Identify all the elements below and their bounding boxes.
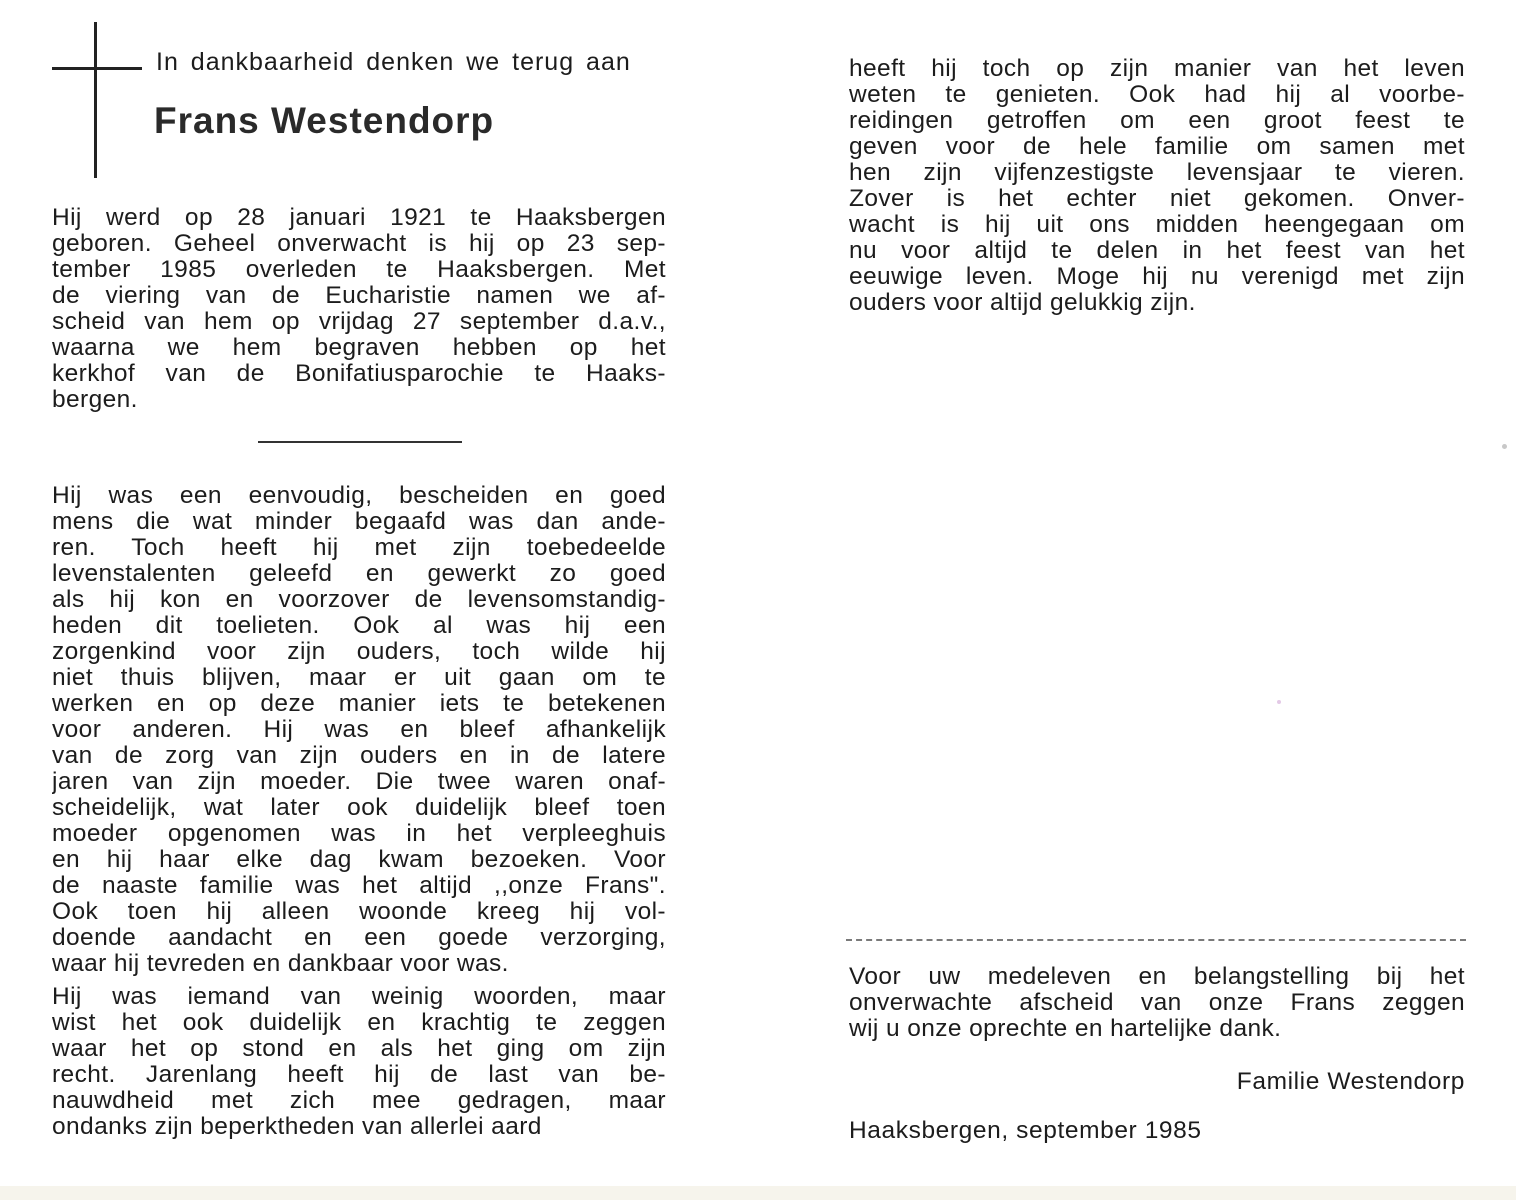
character-paragraph	[52, 483, 666, 977]
text-line: en hij haar elke dag kwam bezoeken. Voor	[52, 847, 666, 873]
text-line: waar hij tevreden en dankbaar voor was.	[52, 951, 509, 977]
text-line: Zover is het echter niet gekomen. Onver-	[849, 186, 1465, 212]
text-line: nu voor altijd te delen in het feest van het	[849, 238, 1465, 264]
deceased-name: Frans Westendorp	[154, 100, 495, 141]
text-line: werken en op deze manier iets te betekenen	[52, 691, 666, 717]
text-line: Ook toen hij alleen woonde kreeg hij vol-	[52, 899, 666, 925]
text-line: de naaste familie was het altijd ,,onze Frans".	[52, 873, 666, 899]
text-line: wacht is hij uit ons midden heengegaan om	[849, 212, 1465, 238]
text-line: zorgenkind voor zijn ouders, toch wilde hij	[52, 639, 666, 665]
character-paragraph-continued	[52, 984, 666, 1140]
text-line: levenstalenten geleefd en gewerkt zo goed	[52, 561, 666, 587]
text-line: eeuwige leven. Moge hij nu verenigd met zijn	[849, 264, 1465, 290]
text-line: ondanks zijn beperktheden van allerlei aard	[52, 1114, 542, 1140]
biography-paragraph	[52, 205, 666, 413]
text-line: scheid van hem op vrijdag 27 september d.a.v.,	[52, 309, 666, 335]
text-line: scheidelijk, wat later ook duidelijk bleef toen	[52, 795, 666, 821]
text-line: van de zorg van zijn ouders en in de latere	[52, 743, 666, 769]
text-line: ouders voor altijd gelukkig zijn.	[849, 290, 1196, 316]
text-line: moeder opgenomen was in het verpleeghuis	[52, 821, 666, 847]
text-line: niet thuis blijven, maar er uit gaan om te	[52, 665, 666, 691]
dashed-divider	[846, 939, 1466, 941]
text-line: reidingen getroffen om een groot feest te	[849, 108, 1465, 134]
text-line: ren. Toch heeft hij met zijn toebedeelde	[52, 535, 666, 561]
text-line: recht. Jarenlang heeft hij de last van be-	[52, 1062, 666, 1088]
text-line: Hij was een eenvoudig, bescheiden en goed	[52, 483, 666, 509]
paper-speck	[1502, 444, 1507, 449]
right-column-paragraph	[849, 56, 1465, 316]
text-line: onverwachte afscheid van onze Frans zeggen	[849, 990, 1465, 1016]
text-line: mens die wat minder begaafd was dan ande-	[52, 509, 666, 535]
text-line: de viering van de Eucharistie namen we af-	[52, 283, 666, 309]
family-signature: Familie Westendorp	[1236, 1068, 1465, 1095]
text-line: hen zijn vijfenzestigste levensjaar te vieren.	[849, 160, 1465, 186]
text-line: kerkhof van de Bonifatiusparochie te Haaks-	[52, 361, 666, 387]
paper-speck	[1277, 700, 1281, 704]
text-line: doende aandacht en een goede verzorging,	[52, 925, 666, 951]
text-line: wist het ook duidelijk en krachtig te zeggen	[52, 1010, 666, 1036]
text-line: Voor uw medeleven en belangstelling bij het	[849, 964, 1465, 990]
text-line: heeft hij toch op zijn manier van het leven	[849, 56, 1465, 82]
text-line: tember 1985 overleden te Haaksbergen. Met	[52, 257, 666, 283]
text-line: geven voor de hele familie om samen met	[849, 134, 1465, 160]
text-line: wij u onze oprechte en hartelijke dank.	[849, 1016, 1282, 1042]
text-line: voor anderen. Hij was en bleef afhankelijk	[52, 717, 666, 743]
intro-line: In dankbaarheid denken we terug aan	[156, 48, 631, 76]
place-date: Haaksbergen, september 1985	[849, 1117, 1202, 1144]
text-line: geboren. Geheel onverwacht is hij op 23 sep-	[52, 231, 666, 257]
text-line: weten te genieten. Ook had hij al voorbe-	[849, 82, 1465, 108]
section-divider	[258, 441, 462, 443]
text-line: bergen.	[52, 387, 138, 413]
cross-icon-vertical	[94, 22, 97, 178]
text-line: heden dit toelieten. Ook al was hij een	[52, 613, 666, 639]
text-line: Hij werd op 28 januari 1921 te Haaksbergen	[52, 205, 666, 231]
text-line: Hij was iemand van weinig woorden, maar	[52, 984, 666, 1010]
text-line: jaren van zijn moeder. Die twee waren onaf-	[52, 769, 666, 795]
text-line: nauwdheid met zich mee gedragen, maar	[52, 1088, 666, 1114]
text-line: waar het op stond en als het ging om zijn	[52, 1036, 666, 1062]
text-line: waarna we hem begraven hebben op het	[52, 335, 666, 361]
text-line: als hij kon en voorzover de levensomstandig-	[52, 587, 666, 613]
cross-icon-horizontal	[52, 67, 142, 70]
thanks-paragraph	[849, 964, 1465, 1042]
